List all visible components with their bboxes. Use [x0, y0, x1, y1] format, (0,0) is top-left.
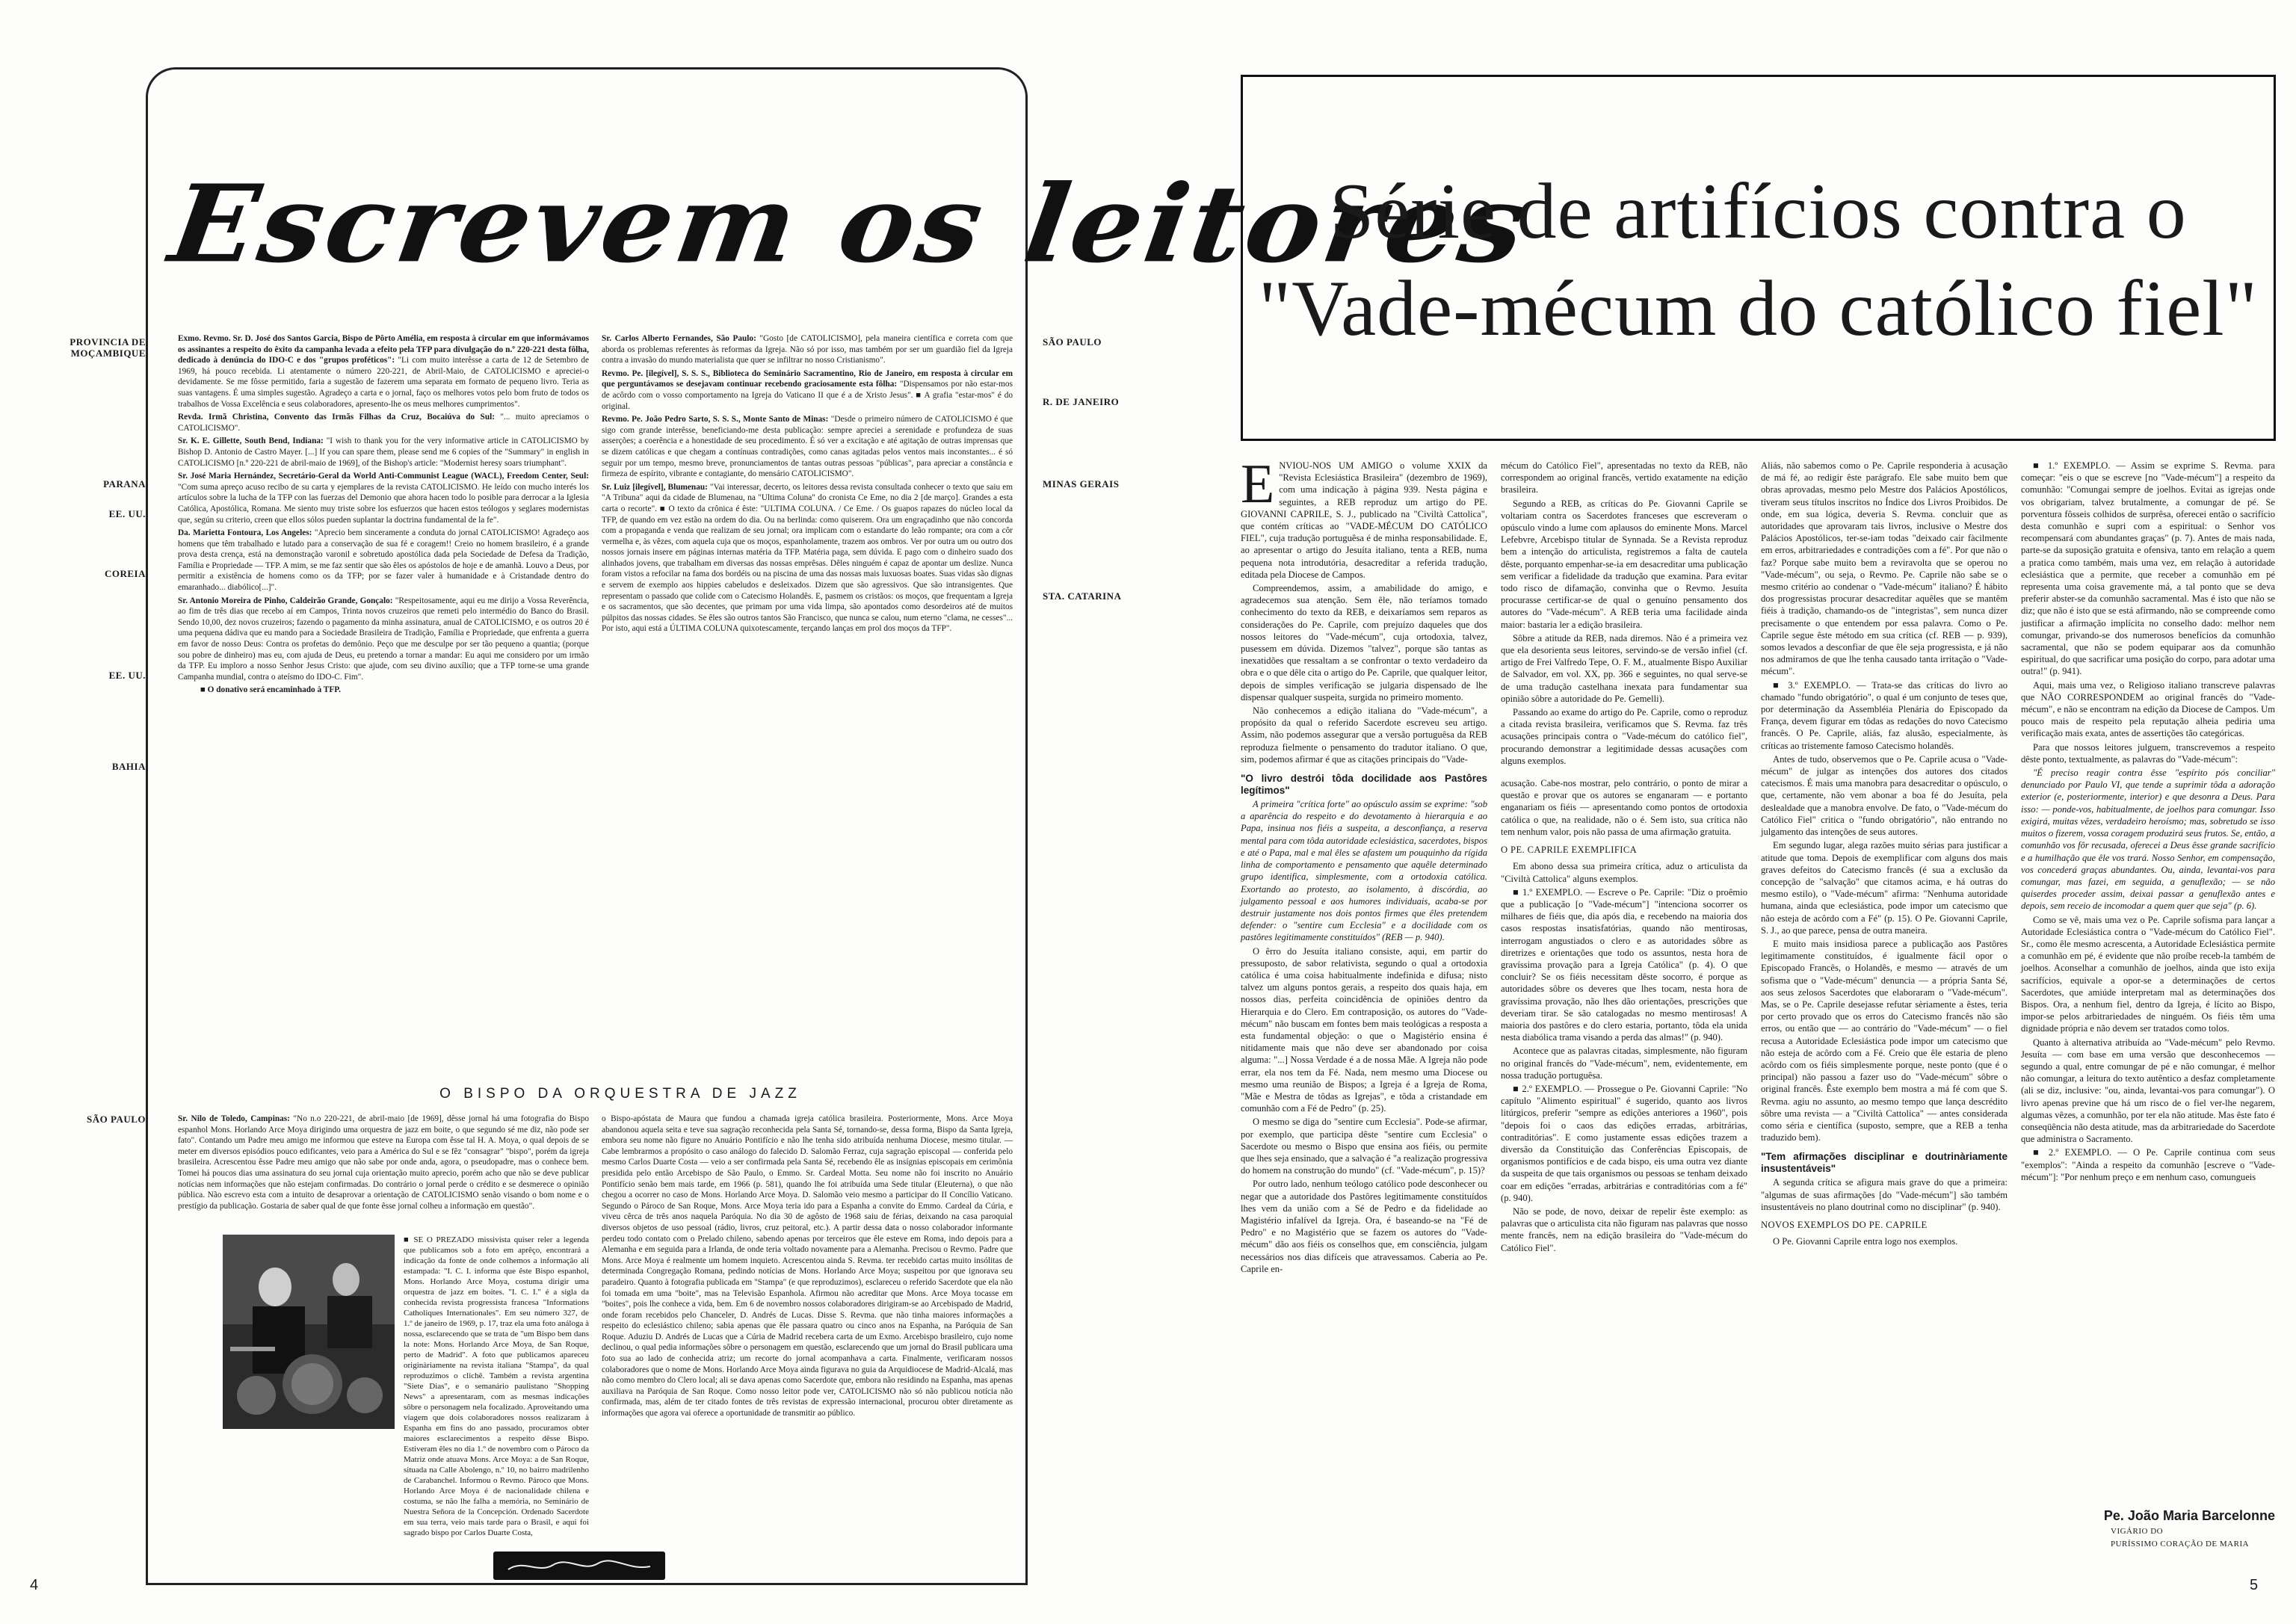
letter — [178, 1114, 589, 1211]
paragraph: ■ 1.º EXEMPLO. — Assim se exprime S. Revma. para começar: "eis o que se escreve [no "Vade-mécum"] a respeito da comunhão: "Comungai sempre de joelhos. Evitai as igrejas onde vos obrigariam, talvez brutalmente, a comungar de pé. Se porventura fôsseis colhidos de surprêsa, oferecei então o sacrifício desta comunhão e supri com a espiritual: o Senhor vos recompensará com abundantes graças" (p. 7). Antes de mais nada, parte-se da suposição gratuita e ofensiva, tanto em relação a quem a pratica como também, mais uma vez, em relação à autoridade eclesiástica que a permite, que receber a comunhão em pé representa uma coisa gravemente má, a tal ponto que se deva preferir abster-se da comunhão sacramental. Mas é isto que não se diz; que não é isto que se está afirmando, não se compreende como justificar a afirmação implícita no conselho dado: melhor nem comungar, privando-se dos numerosos benefícios da comunhão sacramental, que não se podem equiparar aos da comunhão espiritual, do que sacrificar uma posição do corpo, para adotar uma outra!" (p. 941). — [2021, 460, 2275, 677]
letter-head: Sr. José Maria Hernández, Secretário-Geral da World Anti-Communist League (WACL), Freedom Center, Seul: — [178, 472, 589, 481]
section-heading: O BISPO DA ORQUESTRA DE JAZZ — [439, 1086, 801, 1102]
letter-body: "Com suma apreço acuso recibo de su carta y ejemplares de la revista CATOLICISMO. He leído con mucho interés los artículos sobre la lucha de la TFP con las fuerzas del Demonio que ahora hacen todo lo posible para derrocar a la Iglesia Católica, Apostólica, Romana. Me siento muy triste sobre los esfuerzos que hacen estos teólogos y seglares modernistas que, según su criterio, creen que ellos sólos pueden suplantar la doctrina fundamental de la fe". — [178, 482, 589, 525]
orchestra-photo — [223, 1235, 395, 1429]
letter-head: Revmo. Pe. João Pedro Sarto, S. S. S., Monte Santo de Minas: — [602, 415, 829, 424]
paragraph: Em segundo lugar, alega razões muito sérias para justificar a atitude que toma. Depois de exemplificar com alguns dos mais graves defeitos do Catecismo francês (é sua a exclusão da concepção de "salvação" que citamos acima, e há outras do mesmo estilo), o "Vade-mécum" afirma: "Nenhuma autoridade humana, ainda que eclesiástica, pode impor um catecismo que não esteja de acôrdo com a Fé" (p. 15). O Pe. Giovanni Caprile, S. J., ao que parece, pensa de outra maneira. — [1761, 840, 2008, 936]
paragraph: acusação. Cabe-nos mostrar, pelo contrário, o ponto de mirar a questão e provar que os autores se enganaram — e portanto enganariam os fiéis — apresentando como pontos de ortodoxia católica o que, na realidade, não o é. Sem isto, sua crítica não tem nenhum valor, pois não passa de uma afirmação gratuita. — [1501, 778, 1747, 837]
region-label: SÃO PAULO — [1043, 336, 1102, 348]
lead-paragraph — [1241, 454, 1487, 581]
paragraph: Antes de tudo, observemos que o Pe. Caprile acusa o "Vade-mécum" de julgar as intenções dos autores dos citados catecismos. É mais uma manobra para desacreditar o opúsculo, o que, certamente, não vem abonar a boa fé do Jesuíta, pela deslealdade que a manobra envolve. De fato, o "Vade-mécum do Católico Fiel" critica o "fundo obrigatório", não entrando no julgamento das intenções de seus autores. — [1761, 753, 2008, 838]
article-column-4 — [2021, 460, 2275, 1566]
paragraph: Segundo a REB, as críticas do Pe. Giovanni Caprile se voltariam contra os Sacerdotes franceses que escreveram o opúsculo vindo a lume com aplausos do eminente Mons. Marcel Lefebvre, Arcebispo titular de Synnada. Se a Revista reproduz bem a intenção do articulista, registremos a falta de cautela dêste, porquanto empenhar-se-ia em desacreditar uma publicação sem verificar a fidelidade da tradução que examina. Para evitar todo risco de difamação, convinha que o Revmo. Jesuíta procurasse certificar-se de qual o genuíno pensamento dos autores do "Vade-mécum". A REB teria uma facilidade ainda maior: bastaria ler a edição brasileira. — [1501, 498, 1747, 630]
paragraph: "É preciso reagir contra êsse "espírito pós conciliar" denunciado por Paulo VI, que tende a suprimir tôda a adoração exterior (e, posteriormente, interior) e que desonra a Deus. Para isso: — ponde-vos, habitualmente, de joelhos para comungar. Isso exigirá, muitas vêzes, verdadeiro heroísmo; mas, sobretudo se isso muitos o fizerem, vossa coragem produzirá seus frutos. Se, então, a comunhão vos fôr recusada, oferecei a Deus êsse grande sacrifício e a humilhação que êle vos trará. Nosso Senhor, em compensação, vos concederá graças abundantes. Ou, ainda, levantai-vos para comungar, mas fazei, em seguida, a genuflexão; — se não quiserdes proceder assim, deixai passar a genuflexão antes e depois, sem receio de incomodar a quem quer que seja" (p. 6). — [2021, 768, 2275, 912]
letter — [178, 412, 589, 433]
author-parish: PURÍSSIMO CORAÇÃO DE MARIA — [2111, 1540, 2250, 1549]
article-title-box — [1241, 75, 2276, 441]
paragraph: ■ 1.º EXEMPLO. — Escreve o Pe. Caprile: "Diz o proêmio que a publicação [o "Vade-mécum"] "intenciona socorrer os milhares de fiéis que, dia após dia, e recebendo na maioria dos casos respostas insatisfatórias, quando não mentirosas, interrogam angustiados o clero e as autoridades sôbre as diretrizes e orientações que todo os assuntos, nesta hora de gravíssima provação para a Igreja Católica" (p. 4). O que concluir? Se os fiéis necessitam dêste socorro, é porque as autoridades sôbre os deveres que lhes tocam, nesta hora de gravíssima provação, não lhes dão orientações, prescrições que deveriam tirar. Se são catalogadas no mesmo mentirosas! A maioria dos pastôres e do clero estaria, portanto, tôda ela unida nesta diabólica trama visando a perda das almas!" (p. 940). — [1501, 886, 1747, 1043]
paragraph: A segunda crítica se afigura mais grave do que a primeira: "algumas de suas afirmações [do "Vade-mécum"] são também insustentáveis no plano doutrinal como no disciplinar" (p. 940). — [1761, 1177, 2008, 1212]
letter-body: o Bispo-apóstata de Maura que fundou a chamada igreja católica brasileira. Posteriormente, Mons. Arce Moya abandonou aquela seita e teve sua sagração reconhecida pela Santa Sé, tornando-se, dessa forma, Bispo da Santa Igreja, embora seu nome não figure no Anuário Pontifício e não lhe tenha sido atribuída nenhuma Diocese, mesmo titular. — Cabe lembrarmos a propósito o caso análogo do falecido D. Salomão Ferraz, cuja sagração episcopal — conferida pelo mesmo Carlos Duarte Costa — veio a ser confirmada pela Santa Sé, recebendo êle as insígnias episcopais em cerimônia presidida pelo então Arcebispo de São Paulo, o Emmo. Sr. Cardeal Motta. Seu nome não foi inscrito no Anuário Pontifício senão bem mais tarde, em 1966 (p. 581), quando lhe foi atribuída uma Sede titular (Eleuterna), o que não chegou a ocorrer no caso de Mons. Horlando Arce Moya. D. Salomão veio mesmo a participar do II Concílio Vaticano. Segundo o Pároco de San Roque, Mons. Arce Moya teria ido para a Espanha a convite do Emmo. Cardeal da Cúria, e viveu cêrca de três anos naquela Paróquia. No dia 30 de agôsto de 1968 saiu de férias, deixando na casa paroquial diversos objetos de uso pessoal (rádio, livros, cruz peitoral, etc.). A partir dessa data o nosso colaborador informante perdeu todo contato com o Prelado chileno, sabendo apenas por terceiros que êle esteve em Roma, indo depois para a Alemanha e em seguida para a Irlanda, de onde teria voltado novamente para a Alemanha. Precisou o Revmo. Padre que Mons. Arce Moya é realmente um homem inquieto. Acrescentou ainda S. Revma. ter recebido cartas muito insólitas de determinada Congregação Romana, pedindo notícias de Mons. Horlando Arce Moya; suspeitou por que ignorava seu paradeiro. Quanto à fotografia publicada em "Stampa" (e que reproduzimos), esclareceu o referido Sacerdote que ela não foi tomada em uma "boite", mas na Televisão Espanhola. Afirmou não acreditar que Mons. Arce Moya tocasse em "boites", pois lhe conhece a vida, bem. Em 6 de novembro nossos colaboradores dirigiram-se ao Arcebispado de Madrid, onde foram recebidos pelo Chanceler, D. Andrés de Lucas. Disse S. Revma. que não tinha maiores informações a respeito do eclesiástico chileno; sabia apenas que êle passara quatro ou cinco anos na Espanha, na Paróquia de San Roque. Aduziu D. Andrés de Lucas que a Cúria de Madrid recebera carta de um Exmo. Arcebispo brasileiro, cujo nome declinou, o qual pedia informações sôbre o personagem em questão, esclarecendo que um jornal do Brasil publicara uma foto sua ao lado de conhecida atriz; um recorte do jornal acompanhava a carta. Finalmente, verificaram nossos colaboradores que o nome de Mons. Horlando Arce Moya ainda figurava no guia da Arquidiocese de Madrid-Alcalá, mas não como membro do Clero local; ali se dava apenas como Sacerdote que, embora não residindo na Espanha, mas apenas auxiliava na Paróquia de San Roque. Como nosso leitor pode ver, CATOLICISMO não só não publicou notícia não confirmada, mas, além de ter citado fontes de três revistas de expressão internacional, procurou obter diretamente as informações que agora vai oferece a oportunidade de transmitir ao público. — [602, 1114, 1013, 1418]
paragraph: Não conhecemos a edição italiana do "Vade-mécum", a propósito da qual o referido Sacerdote escreveu seu artigo. Assim, não podemos assegurar que a versão portuguêsa da REB reproduza fielmente o pensamento do tradutor italiano. O que, sim, podemos afirmar é que as citações principais do "Vade- — [1241, 706, 1487, 765]
region-label: PARANA — [103, 478, 146, 490]
paragraph: Sôbre a atitude da REB, nada diremos. Não é a primeira vez que ela desorienta seus leitores, servindo-se de versão infiel (cf. artigo de Frei Valfredo Tepe, O. F. M., atualmente Bispo Auxiliar de Salvador, em vol. XX, pp. 366 e seguintes, no qual serve-se de uma tradução castelhana inexata para fundamentar sua opinião sôbre a autoridade do Pe. Gemelli). — [1501, 632, 1747, 704]
bishop-letter-top — [178, 1114, 589, 1235]
paragraph: Compreendemos, assim, a amabilidade do amigo, e agradecemos sua atenção. Sem êle, não teríamos tomado conhecimento do texto da REB, e deixaríamos sem reparos as considerações do Pe. Caprile, com prejuízo daqueles que dos nossos leitores do "Vade-mécum", cuja ortodoxia, talvez, pusessem em dúvida. Dizemos "talvez", porque são tantas as inexatidões que ressaltam a se confrontar o texto verdadeiro da obra e o que dêle cita o artigo do Pe. Caprile, que qualquer leitor, depois de simples verificação se julgaria dispensado de lhe dispensar qualquer suspeita, surgida no primeiro momento. — [1241, 583, 1487, 703]
signature-svg — [493, 1552, 665, 1580]
letter-head: Da. Marietta Fontoura, Los Angeles: — [178, 528, 312, 538]
photo-note: ■ SE O PREZADO missivista quiser reler a legenda que publicamos sob a foto em aprêço, encontrará a indicação da fonte de onde colhemos a informação ali estampada: "I. C. I. informa que êste Bispo espanhol, Mons. Horlando Arce Moya, costuma dirigir uma orquestra de jazz em boites. "I. C. I." é a sigla da conhecida revista progressista francesa "Informations Catholiques Internationales". Em seu número 327, de 1.º de janeiro de 1969, p. 17, traz ela uma foto análoga à nossa, esclarecendo que se trata de "um Bispo bem dans la note: Mons. Horlando Arce Moya, de San Roque, perto de Madrid". A foto que publicamos apareceu originàriamente na revista italiana "Stampa", da qual reproduzimos o clichê. Também a revista argentina "Siete Dias", e o semanário paulistano "Shopping News" a apresentaram, com as mesmas indicações sôbre o personagem nela focalizado. Aproveitando uma viagem que dois colaboradores nossos realizaram à Espanha em fins do ano passado, procuramos obter maiores esclarecimentos a respeito dêsse Bispo. Estiveram êles no dia 1.º de novembro com o Pároco da Matriz onde atuava Mons. Arce Moya: a de San Roque, situada na Calle Abolengo, n.º 10, no bairro madrilenho de Carabanchel. Informou o Revmo. Pároco que Mons. Horlando Arce Moya é de nacionalidade chilena e costuma, se não lhe falha a memória, no Seminário de Nuestra Señora de la Concepción. Ordenado Sacerdote em sua terra, veio mais tarde para o Brasil, e aqui foi sagrado bispo por Carlos Duarte Costa, — [404, 1235, 589, 1537]
photo-note-column — [404, 1235, 589, 1537]
letter-head: Sr. Luiz [ilegível], Blumenau: — [602, 482, 708, 492]
drop-cap: E — [1241, 454, 1275, 515]
letter — [178, 436, 589, 469]
subheading: "O livro destrói tôda docilidade aos Pastôres legítimos" — [1241, 773, 1487, 797]
region-label: MINAS GERAIS — [1043, 478, 1120, 490]
author-name: Pe. João Maria Barcelonne — [2103, 1508, 2275, 1523]
letter — [602, 368, 1013, 412]
region-label: R. DE JANEIRO — [1043, 396, 1120, 407]
region-label: EE. UU. — [108, 508, 146, 519]
letter-body: "... muito apreciamos o CATOLICISMO". — [178, 413, 590, 433]
paragraph: E muito mais insidiosa parece a publicação aos Pastôres legitimamente constituídos, é igualmente fácil opor o Episcopado Francês, o Holandês, e mesmo — através de um sofisma que o "Vade-mécum" denuncia — a própria Santa Sé, aos seus zelosos Sacerdotes que elaboraram o "Vade-mécum". Mas, se o Pe. Caprile desejasse refutar sèriamente a êstes, teria por certo provado que os erros do Catecismo francês não são erros, ou então que — ao contrário do "Vade-mécum" — o fiel recusa a Autoridade Eclesiástica pode impor um catecismo que não esteja de acôrdo com a Fé. Creio que êle estaria de pleno acôrdo com os fiéis simplesmente porque, neste ponto (que é o principal) não passou a fazer uso do "Vade-mécum" sôbre o original francês. Êste exemplo bem mostra a má fé com que S. Revma. agiu no assunto, ao mesmo tempo que lança descrédito sôbre uma revista — a "Civiltà Cattolica" — antes considerada como séria e científica (suposto, sempre, que a REB a tenha traduzido bem). — [1761, 938, 2008, 1143]
page-number: 4 — [30, 1577, 39, 1593]
lead-text: NVIOU-NOS UM AMIGO o volume XXIX da "Revista Eclesiástica Brasileira" (dezembro de 1969), com uma indicação à página 939. Nesta página e seguintes, a REB reproduz um artigo do PE. GIOVANNI CAPRILE, S. J., publicado na "Civiltà Cattolica", que contém críticas ao "VADE-MÉCUM DO CATÓLICO FIEL", cuja tradução portuguêsa é de minha responsabilidade. E, ao apresentar o artigo do Jesuíta italiano, tenta a REB, numa pequena nota introdutória, desacreditar a referida tradução, editada pela Diocese de Campos. — [1241, 460, 1487, 580]
letter-body: "Vai interessar, decerto, os leitores dessa revista consultada conhecer o texto que saiu em "A Tribuna" aqui da cidade de Blumenau, na "Ultima Coluna" do cronista Ce Eme, no dia 2 [de março]. Grandes a esta carta o recorte". ■ O texto da crônica é êste: "ULTIMA COLUNA. / Ce Eme. / Os guapos rapazes do núcleo local da TFP, de quando em vez estão na ordem do dia. Ou na berlinda: como quiserem. Ora um engraçadinho que não concorda com a propaganda e venda que realizam de seu jornal; ora implicam com o estandarte do leão rompante; ora com a côr vermelha e, às vêzes, com aquela cuja que os moços, espanholamente, trazem aos ombros. Ver por outra um ou outro dos nossos jornais insere em páginas internas matéria da TFP. Matéria paga, sem dúvida. E pago com o dinheiro suado dos alinhados jovens, que trabalham em diversas das nossas emprêsas. Dêles ninguém é capaz de apontar um deslize. Nunca foram vistos a refocilar na fama dos bordéis ou na piscina de uma das nossas mais luxuosas boates. Suas vidas são dignas e servem de exemplo aos hippies cabeludos e desleixados. Dizem que são agressivos. Que são intransigentes. Que representam o passado que colide com o Catecismo Holandês. E, pasmem os cristãos: os moços, que frequentam a Igreja e os sacramentos, que são decentes, que primam por uma vida limpa, são apontados como desordeiros até de muitos púlpitos das nossas cidades. Se êles são outros tantos São Francisco, que nunca se calou, num eterno "clama, ne cesses"... Por isto, aqui está a ÚLTIMA COLUNA quixotescamente, terçando lanças em prol dos moços da TFP". — [602, 482, 1013, 634]
paragraph: ■ 3.º EXEMPLO. — Trata-se das críticas do livro ao chamado "fundo obrigatório", o qual é um conjunto de teses que, por determinação da Assembléia Plenária do Episcopado da França, devem figurar em tôdas as redações do novo Catecismo francês. O Pe. Caprile, aliás, faz alusão, especialmente, às críticas ao tristemente famoso Catecismo holandês. — [1761, 679, 2008, 751]
paragraph: mécum do Católico Fiel", apresentadas no texto da REB, não correspondem ao original francês, vertido exatamente na edição brasileira. — [1501, 460, 1747, 495]
paragraph: ■ 2.º EXEMPLO. — O Pe. Caprile continua com seus "exemplos": "Ainda a respeito da comunhão [escreve o "Vade-mécum"]: "Por nenhum preço e em nenhum caso, comungueis — [2021, 1147, 2275, 1182]
section-script-title: Escrevem os leitores — [162, 161, 1536, 287]
letter — [178, 596, 589, 683]
letters-column-1 — [178, 333, 589, 1081]
subheading: "Tem afirmações disciplinar e doutrinàriamente insustentáveis" — [1761, 1151, 2008, 1175]
region-label: STA. CATARINA — [1043, 590, 1122, 602]
article-column-2 — [1501, 460, 1747, 1566]
letter-body: "Gosto [de CATOLICISMO], pela maneira científica e correta com que aborda os problemas referentes às reformas da Igreja. Não só por isso, mas também por ser um guardião fiel da Igreja contra a invasão do mundo materialista que quer se infiltrar no nosso Cristianismo". — [602, 334, 1013, 365]
article-column-3 — [1761, 460, 2008, 1566]
letter-head: Revmo. Pe. [ilegível], S. S. S., Biblioteca do Seminário Sacramentino, Rio de Janeiro, em resposta à circular em que perguntávamos se desejavam continuar recebendo graciosamente esta fôlha: — [602, 368, 1013, 389]
author-role: VIGÁRIO DO — [2111, 1527, 2164, 1536]
letter-body: "Respeitosamente, aqui eu me dirijo a Vossa Reverência, ao fim de três dias que recebo aí em Campos, Trinta novos cruzeiros que remeti pelo intermédio do Banco do Brasil. Sendo 10,00, dez novos cruzeiros; fazendo o pagamento da minha assinatura, anual de CATOLICISMO, e os outros 20 é uma pequena dádiva que eu mando para a Sociedade Brasileira de Tradição, Família e Propriedade, que enfrenta a guerra em favor de nosso Deus: Contra os profetas do demônio. Peço que me desculpe por ser tão pequeno a quantia; (porque sou pobre de dinheiro) mas eu, com ajuda de Deus, eu pretendo a tornar a mandar: Eu aqui me considero por um irmão da TFP. Eu imploro a nosso Senhor Jesus Cristo: que ajude, com seu divino auxílio; que a TFP torne-se uma grande Campanha mundial, contra o ateísmo do IDO-C. Fim". — [178, 596, 590, 682]
letter-head: Sr. Carlos Alberto Fernandes, São Paulo: — [602, 334, 756, 343]
paragraph: Como se vê, mais uma vez o Pe. Caprile sofisma para lançar a Autoridade Eclesiástica contra o "Vade-mécum do Católico Fiel". Sr., como êle mesmo acrescenta, a Autoridade Eclesiástica permite a comunhão em pé, é evidente que não proíbe receb-la também de joelhos. Aconselhar a comunhão de joelhos, ainda que isto exija sacrifícios, equivale a opor-se a determinações de certos Sacerdotes, que amiúde interpretam mal as determinações dos Bispos. Ora, a nenhum fiel, dentro da Igreja, é lícito ao Bispo, impor-se pelos arbitrariedades de ninguém. Os fiéis têm uma dignidade própria e não devem ser tratados como tolos. — [2021, 914, 2275, 1034]
letter-head: Sr. K. E. Gillette, South Bend, Indiana: — [178, 436, 324, 446]
letter-head: Sr. Nilo de Toledo, Campinas: — [178, 1114, 290, 1123]
paragraph: Acontece que as palavras citadas, simplesmente, não figuram no original francês do "Vade-mécum", nem, evidentemente, em nossa tradução portuguêsa. — [1501, 1046, 1747, 1081]
region-label: BAHIA — [111, 761, 146, 772]
letter-body: "I wish to thank you for the very informative article in CATOLICISMO by Bishop D. Antonio de Castro Mayer. [...] If you can spare them, please send me 6 copies of the "Summary" in english in CATOLICISMO [n.º 220-221 de abril-maio de 1969], of the Bishop's article: "Modernist heresy soars triumphant". — [178, 436, 590, 468]
letter-body: "Desde o primeiro número de CATOLICISMO é que sigo com grande interêsse, beneficiando-me desta publicação: sempre apreciei a serenidade e profundeza de suas asserções; a coerência e a honestidade de seu procedimento. É só ver a excitação e até agitação de outras imprensas que se dizem católicas e que chegam a contínuas contradições, como canas agitadas pelos ventos mais inconstantes... é só seguir por um tempo, mesmo breve, pronunciamentos de tantas outras pessoas "públicas", para apreciar a constância e firmeza de espírito, vibrante e contagiante, do mensário CATOLICISMO". — [602, 415, 1013, 479]
signature-logo — [493, 1552, 665, 1580]
paragraph: Não se pode, de novo, deixar de repelir êste exemplo: as palavras que o articulista cita não figuram nas palavras que nosso mente francês, nem na edição brasileira do "Vade-mécum do Católico Fiel". — [1501, 1205, 1747, 1253]
letter — [178, 528, 589, 593]
paragraph: O êrro do Jesuíta italiano consiste, aqui, em partir do pressuposto, de sabor relativista, segundo o qual a ortodoxia católica é uma coisa habitualmente indefinida e difusa; nisto talvez um alguns pontos gerais, a respeito dos quais haja, em nossos dias, perfeita coincidência de opiniões dentro da Hierarquia e do Clero. Em contraposição, os autores do "Vade-mécum" não buscam em fontes bem mais teológicas a resposta a esta fundamental objeção: o que o Magistério ensina é nitidamente mais que não deve ser abandonado por coisa alguma: "...] Nossa Verdade é a de nossa Mãe. A Igreja não pode errar, ela nos tem da Fé. Nada, nem mesmo uma Diocese ou mesmo uma reunião de Bispos; a Igreja é a Igreja de Roma, "Mãe e Mestra de tôdas as Igrejas", e tôda a cristandade em comunhão com a Fé de Pedro" (p. 25). — [1241, 945, 1487, 1114]
article-column-1 — [1241, 454, 1487, 1566]
letter-head: Exmo. Revmo. Sr. D. José dos Santos Garcia, Bispo de Pôrto Amélia, em resposta à circular em que informávamos os assinantes a respeito do êxito da campanha levada a efeito pela TFP para divulgação do n.º 220-221 desta fôlha, dedicado à denúncia do IDO-C e dos "grupos proféticos": — [178, 334, 589, 365]
paragraph: Aqui, mais uma vez, o Religioso italiano transcreve palavras que NÃO CORRESPONDEM ao original francês do "Vade-mécum", e não se encontram na edição da Diocese de Campos. Um pouco mais de respeito pela reputação alheia pediria uma verificação mais exata, antes de assertições tão categóricas. — [2021, 679, 2275, 739]
editor-note: ■ O donativo será encaminhado à TFP. — [200, 685, 341, 695]
page-frame-bottom — [146, 1583, 1028, 1585]
minor-heading: NOVOS EXEMPLOS DO PE. CAPRILE — [1761, 1219, 1928, 1230]
letter-body: "Li com muito interêsse a carta de 12 de Setembro de 1969, há pouco recebida. Li atentamente o número 220-221, de Abril-Maio, de CATOLICISMO e apreciei-o devidamente. Se me fôsse permitido, faria a sugestão de fazerem uma separata em formato de pequeno livro. Teria as suas vantagens. É uma simples sugestão. Agradeço a carta e o jornal, faço os melhores votos pelo bom fruto de todos os trabalhos de Vossa Excelência e seus colaboradores, apresento-lhe os meus melhores cumprimentos". — [178, 356, 590, 409]
paragraph: ■ 2.º EXEMPLO. — Prossegue o Pe. Giovanni Caprile: "No capítulo "Alimento espiritual" é sugerido, quanto aos livros litúrgicos, preferir "sempre as edições anteriores a 1960", pois "depois foi o caos das edições erradas, arbitrárias, contraditórias". E como justamente essas edições trazem a diversão da Constituição das Conferências Episcopais, de organismos pontifícios e de cada bispo, eis uma outra vez diante da suspeita de que tais organismos ou pessoas se tenham deixado coar em edições "erradas, arbitrárias e contraditórias com a fé" (p. 940). — [1501, 1083, 1747, 1203]
article-title-line-1: Série de artifícios contra o — [1330, 167, 2187, 255]
paragraph: A primeira "crítica forte" ao opúsculo assim se exprime: "sob a aparência do respeito e do devotamento à hierarquia e ao Papa, insinua nos fiéis a suspeita, a desconfiança, a reserva mental para com tôda autoridade eclesiástica, sacerdotes, bispos e até o Papa, mal e mal êles se afastem um pouquinho da rígida linha de comportamento e pensamento que aquêle determinado grupo identifica, simplesmente, com a ortodoxia católica. Exortando ao protesto, ao isolamento, à discórdia, ao julgamento pessoal e aos humores individuais, acaba-se por destruir justamente nos dois pontos firmes que êles pretendem defender: o "sentire cum Ecclesia" e a docilidade com os pastôres legitimamente constituídos" (REB — p. 940). — [1241, 799, 1487, 943]
article-title-line-2: "Vade-mécum do católico fiel" — [1259, 265, 2258, 352]
letter — [602, 414, 1013, 480]
region-label: SÃO PAULO — [86, 1114, 146, 1125]
paragraph: Aliás, não sabemos como o Pe. Caprile responderia à acusação de má fé, ao redigir êste parágrafo. Ele sabe muito bem que obras aprovadas, mesmo pelo Mestre dos Palácios Apostólicos, tiveram seus títulos inscritos no Índice dos Livros Proibidos. De onde, em sua lógica, deveria S. Revma. concluir que as autoridades que aprovaram tais livros, inclusive o Mestre dos Palácios Apostólicos, ter-se-iam todas "deixado cair fàcilmente em erros, arbitrariedades e contradições com a fé". Por que não o faz? Porque sabe muito bem a reviravolta que se operou no "Vade-mécum", ou seja, o Revmo. Pe. Caprile não sabe se o mesmo critério ao condenar o "Vade-mécum" italiano? É hábito dos progressistas procurar desacreditar aquêles que se mantêm fiéis à tradição, chamando-os de "integristas", sem nunca dizer precisamente o que entendem por essa palavra. Como o Pe. Caprile segue êste método em sua crítica (cf. REB — p. 939), somos levados a desconfiar de que êle seja progressista, e já não nos admiramos de que lhe tenha causado tanta irritação o "Vade-mécum". — [1761, 460, 2008, 677]
bishop-letter-col2 — [602, 1114, 1013, 1547]
region-label: PROVINCIA DE MOÇAMBIQUE — [70, 336, 146, 359]
photo-illustration — [223, 1235, 395, 1429]
paragraph: O Pe. Giovanni Caprile entra logo nos exemplos. — [1773, 1236, 1958, 1247]
paragraph: Passando ao exame do artigo do Pe. Caprile, como o reproduz a citada revista brasileira, verificamos que S. Revma. faz três acusações principais contra o "Vade-mécum do católico fiel", procurando demonstrar a legitimidade dessas acusações com alguns exemplos. — [1501, 707, 1747, 766]
letter — [602, 333, 1013, 366]
letter-head: Revda. Irmã Christina, Convento das Irmãs Filhas da Cruz, Bocaiúva do Sul: — [178, 413, 496, 422]
letters-column-2 — [602, 333, 1013, 1073]
author-signature-block — [2021, 1501, 2275, 1549]
paragraph: Por outro lado, nenhum teólogo católico pode desconhecer ou negar que a autoridade dos Pastôres legitimamente constituídos lhes vem da união com a Sé de Pedro e da fidelidade ao Magistério infalível da Igreja. Ora, é baseando-se na "Fé de Pedro" e no Magistério que se fazem os autores do "Vade-mécum" dão aos fiéis os conselhos que, em consciência, julgam necessários nos dias difíceis que atravessamos. Caberia ao Pe. Caprile en- — [1241, 1179, 1487, 1274]
minor-heading: O PE. CAPRILE EXEMPLIFICA — [1501, 845, 1638, 856]
letter — [178, 333, 589, 410]
paragraph: Quanto à alternativa atribuída ao "Vade-mécum" pelo Revmo. Jesuíta — com base em uma versão que desconhecemos — segundo a qual, entre comungar de pé e não comungar, é melhor não comungar, a leitura do texto autêntico a desfaz completamente (ali se diz, inclusive: "ou, ainda, levantai-vos para comungar"). O livro apenas previne que há um risco de o fiel ver-lhe negarem, algumas vêzes, a comunhão, por ter ela não atitude. Mas êste fato é conseqüência não desta atitude, mas da arbitrariedade do Sacerdote que administra o Sacramento. — [2021, 1037, 2275, 1145]
paragraph: O mesmo se diga do "sentire cum Ecclesia". Pode-se afirmar, por exemplo, que participa dêste "sentire cum Ecclesia" o Sacerdote ou mesmo o Bispo que ensina aos fiéis, ou permite que lhes seja ensinado, que a salvação é "a realização progressiva do homem na construção do mundo" (cf. "Vade-mécum", p. 15)? — [1241, 1117, 1487, 1176]
letter-body: "No n.o 220-221, de abril-maio [de 1969], dêsse jornal há uma fotografia do Bispo espanhol Mons. Horlando Arce Moya dirigindo uma orquestra de jazz em boite, o que segundo sé me diz, não pode ser fato". Contando um Padre meu amigo me informou que esteve na Europa com êsse tal H. A. Moya, o qual depois de se meter em diversos episódios pouco edificantes, veio para a América do Sul e se fêz "consagrar" "bispo", porém da igreja brasileira. Acrescentou êsse Padre meu amigo que não sabe por onde anda, agora, o pseudopadre, mas o conhece bem. Tomei há poucos dias uma assinatura do seu jornal cuja orientação muito aprecio, porém acho que não se deve publicar notícias nem informações que não estejam confirmadas. Do contrário o jornal perde o crédito e se desmerece o opinião pública. Não escrevo esta com a intuito de desaprovar a orientação de CATOLICISMO senão visando o bom nome e o prestígio da publicação. Gostaria de saber qual de que fonte êsse jornal colheu a informação em questão". — [178, 1114, 590, 1211]
region-label: COREIA — [104, 568, 146, 579]
letter — [602, 482, 1013, 635]
letter — [178, 471, 589, 525]
letter-body: "Aprecio bem sinceramente a conduta do jornal CATOLICISMO! Agradeço aos homens que têm trabalhado e lutado para a conservação de sua fé e coragem!! Creio no homem brasileiro, é a grande prova desta crença, está na demonstração varonil e sobretudo apostólica dada pela Sociedade de Defesa da Tradição, Família e Propriedade — TFP. A mim, se me faz sentir que são êles os apóstolos de hoje e de amanhã. Louvo a Deus, por permitir a existência de homens como os da TFP; por se fazer valer à humanidade e à Cristandade dentro do emaranhado... diabólico[...]". — [178, 528, 589, 593]
paragraph: Para que nossos leitores julguem, transcrevemos a respeito dêste ponto, textualmente, as palavras do "Vade-mécum": — [2021, 741, 2275, 765]
page-number: 5 — [2250, 1577, 2259, 1593]
letter-head: Sr. Antonio Moreira de Pinho, Caldeirão Grande, Gonçalo: — [178, 596, 393, 605]
region-label: EE. UU. — [108, 670, 146, 681]
letter-body: "Dispensamos por não estar-mos de acôrdo com o vosso comportamento na Igreja do Vaticano II que é a de Xristo Jesus". ■ A grafia "estar-mos" é do original. — [602, 380, 1013, 411]
paragraph: Em abono dessa sua primeira crítica, aduz o articulista da "Civiltà Cattolica" alguns exemplos. — [1501, 861, 1747, 884]
